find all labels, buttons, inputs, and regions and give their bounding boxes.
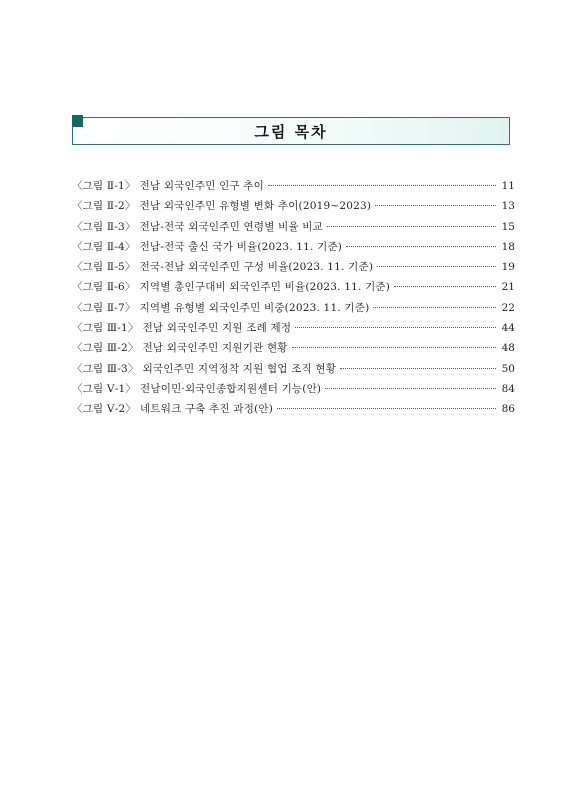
figure-caption: 전남 외국인주민 유형별 변화 추이(2019~2023) <box>139 200 372 213</box>
figure-caption: 전남 외국인주민 지원기관 현황 <box>142 342 288 355</box>
toc-entry[interactable] <box>72 217 515 237</box>
figure-caption: 네트워크 구축 추진 과정(안) <box>140 403 274 416</box>
page-number: 22 <box>501 301 515 314</box>
toc-entry[interactable] <box>72 196 515 216</box>
page-number: 11 <box>501 180 515 192</box>
dot-leader <box>268 184 496 186</box>
page-number: 86 <box>501 403 515 416</box>
page-number: 84 <box>501 382 515 395</box>
figure-number: 〈그림 Ⅱ-4〉 <box>72 240 136 253</box>
figure-caption: 전남이민·외국인종합지원센터 기능(안) <box>140 382 322 395</box>
page-title: 그림 목차 <box>254 123 328 141</box>
figure-caption: 전국-전남 외국인주민 구성 비율(2023. 11. 기준) <box>139 261 374 274</box>
dot-leader <box>373 306 496 308</box>
toc-title-box <box>72 117 510 145</box>
page-number: 15 <box>501 220 515 233</box>
page-number: 13 <box>501 200 515 213</box>
entry-label <box>72 277 390 297</box>
figure-number: 〈그림 Ⅱ-2〉 <box>72 200 136 213</box>
dot-leader <box>295 326 496 328</box>
page-number: 50 <box>501 362 515 375</box>
figure-caption: 전남 외국인주민 지원 조례 제정 <box>142 322 292 335</box>
page-number: 44 <box>501 322 515 335</box>
figure-list <box>72 176 515 420</box>
dot-leader <box>292 346 496 348</box>
dot-leader <box>327 225 496 227</box>
dot-leader <box>375 204 496 206</box>
toc-entry[interactable] <box>72 338 515 358</box>
figure-caption: 전남-전국 외국인주민 연령별 비율 비교 <box>139 220 323 233</box>
figure-number: 〈그림 Ⅱ-5〉 <box>72 261 136 274</box>
toc-entry[interactable] <box>72 277 515 297</box>
page-number: 19 <box>501 261 515 274</box>
dot-leader <box>325 387 496 389</box>
figure-number: 〈그림 Ⅴ-2〉 <box>72 403 137 416</box>
figure-caption: 외국인주민 지역정착 지원 협업 조직 현황 <box>142 362 337 375</box>
dot-leader <box>340 367 496 369</box>
figure-number: 〈그림 Ⅲ-2〉 <box>72 342 139 355</box>
entry-label <box>72 359 336 379</box>
entry-label <box>72 237 342 257</box>
toc-entry[interactable] <box>72 237 515 257</box>
entry-label <box>72 298 369 318</box>
toc-entry[interactable] <box>72 399 515 419</box>
dot-leader <box>377 265 496 267</box>
dot-leader <box>277 407 496 409</box>
figure-caption: 전남-전국 출신 국가 비율(2023. 11. 기준) <box>139 240 343 253</box>
page-number: 48 <box>501 342 515 355</box>
toc-entry[interactable] <box>72 176 515 196</box>
figure-number: 〈그림 Ⅱ-1〉 <box>72 180 136 192</box>
entry-label <box>72 217 323 237</box>
toc-entry[interactable] <box>72 359 515 379</box>
figure-number: 〈그림 Ⅲ-1〉 <box>72 322 139 335</box>
entry-label <box>72 379 321 399</box>
entry-label <box>72 399 273 419</box>
entry-label <box>72 318 291 338</box>
figure-number: 〈그림 Ⅴ-1〉 <box>72 382 137 395</box>
figure-number: 〈그림 Ⅱ-6〉 <box>72 281 136 294</box>
entry-label <box>72 196 371 216</box>
figure-number: 〈그림 Ⅲ-3〉 <box>72 362 139 375</box>
page-number: 18 <box>501 240 515 253</box>
page-number: 21 <box>501 281 515 294</box>
figure-caption: 지역별 총인구대비 외국인주민 비율(2023. 11. 기준) <box>139 281 391 294</box>
toc-entry[interactable] <box>72 298 515 318</box>
figure-caption: 전남 외국인주민 인구 추이 <box>139 180 264 192</box>
entry-label <box>72 257 373 277</box>
figure-number: 〈그림 Ⅱ-3〉 <box>72 220 136 233</box>
entry-label <box>72 176 264 196</box>
figure-number: 〈그림 Ⅱ-7〉 <box>72 301 136 314</box>
entry-label <box>72 338 288 358</box>
toc-entry[interactable] <box>72 379 515 399</box>
toc-entry[interactable] <box>72 257 515 277</box>
dot-leader <box>394 285 496 287</box>
figure-caption: 지역별 유형별 외국인주민 비중(2023. 11. 기준) <box>139 301 370 314</box>
toc-entry[interactable] <box>72 318 515 338</box>
title-corner-tab <box>72 115 83 127</box>
dot-leader <box>346 245 496 247</box>
